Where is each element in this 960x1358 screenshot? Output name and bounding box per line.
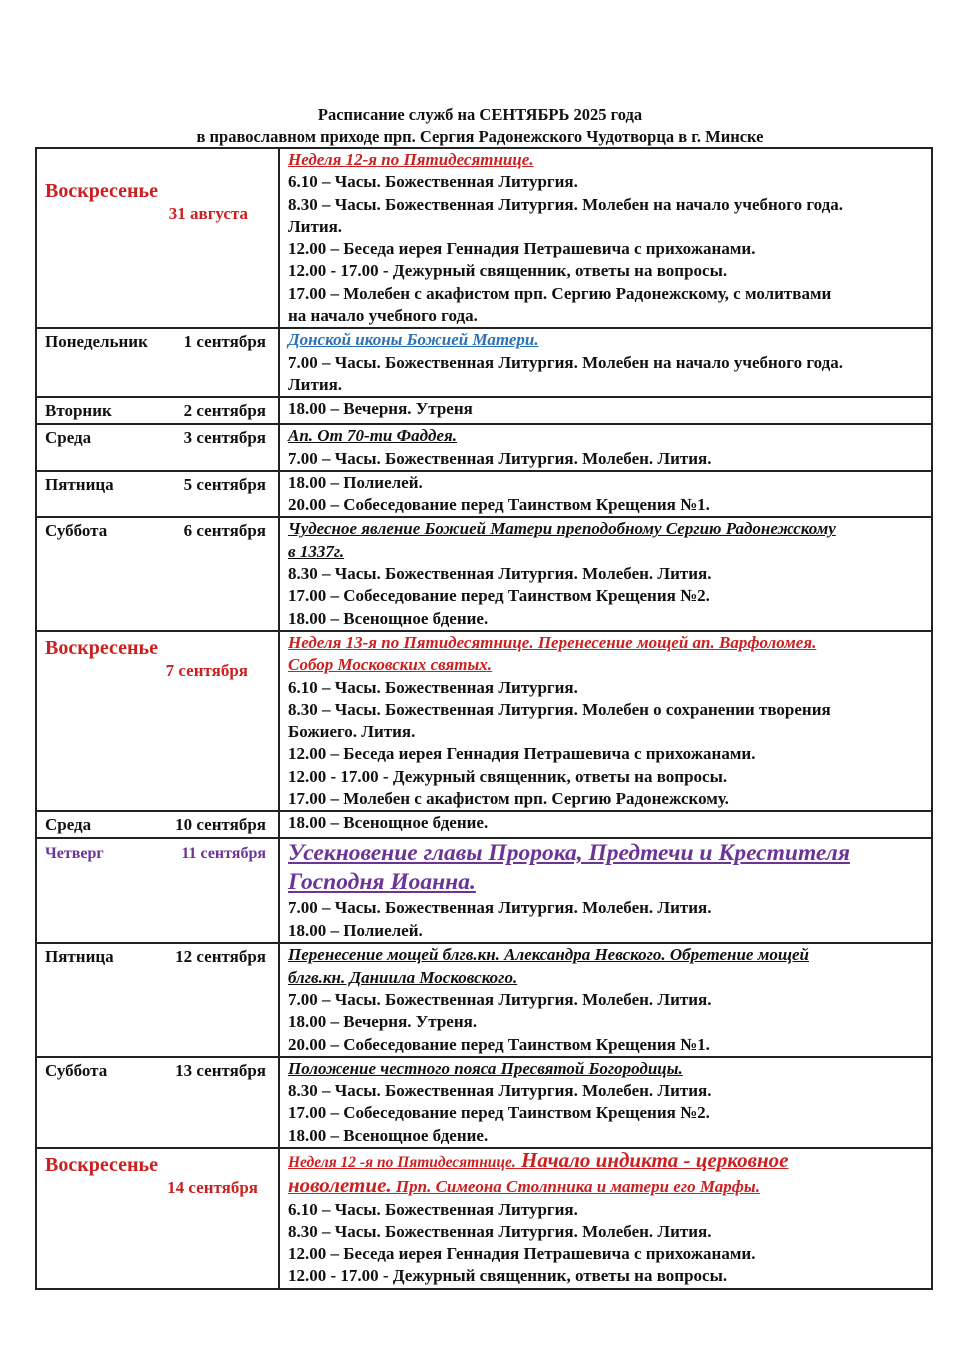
service-line: на начало учебного года. (288, 306, 478, 326)
day-name: Вторник (45, 401, 112, 421)
service-line: 17.00 – Молебен с акафистом прп. Сергию Радонежскому. (288, 789, 729, 809)
feast-title: Ап. От 70-ти Фаддея. (288, 426, 458, 446)
feast-title: Усекновение главы Пророка, Предтечи и Крестителя (288, 840, 850, 867)
service-line: 20.00 – Собеседование перед Таинством Крещения №1. (288, 495, 710, 515)
day-cell (36, 631, 279, 811)
feast-title-part: новолетие. (288, 1173, 392, 1198)
service-line: 8.30 – Часы. Божественная Литургия. Молебен. Лития. (288, 1221, 712, 1241)
table-row (36, 517, 932, 630)
feast-title: Неделя 12-я по Пятидесятнице. (288, 150, 534, 169)
feast-title: Положение честного пояса Пресвятой Богородицы. (288, 1058, 683, 1078)
service-line: 18.00 – Всенощное бдение. (288, 813, 489, 833)
day-cell (36, 838, 279, 943)
services-cell (279, 424, 932, 471)
feast-title: Собор Московских святых. (288, 655, 493, 675)
day-cell (36, 811, 279, 838)
service-line: 18.00 – Вечерня. Утреня (288, 399, 473, 419)
table-row (36, 1057, 932, 1148)
services-cell (279, 517, 932, 630)
service-line: 7.00 – Часы. Божественная Литургия. Молебен. Лития. (288, 989, 712, 1009)
day-cell (36, 943, 279, 1056)
table-row (36, 328, 932, 397)
day-cell (36, 397, 279, 424)
service-line: 17.00 – Собеседование перед Таинством Крещения №2. (288, 1103, 710, 1123)
table-row (36, 811, 932, 838)
service-line: 18.00 – Полиелей. (288, 920, 423, 940)
service-line: 20.00 – Собеседование перед Таинством Крещения №1. (288, 1034, 710, 1054)
day-name: Воскресенье (45, 1153, 158, 1176)
day-cell (36, 471, 279, 518)
day-cell (36, 1148, 279, 1289)
day-date: 11 сентября (181, 845, 266, 863)
feast-title-part: Начало индикта - церковное (515, 1147, 789, 1172)
feast-title-part: Неделя 12 -я по Пятидесятнице. (288, 1153, 516, 1171)
day-name: Среда (45, 428, 92, 448)
service-line: 12.00 - 17.00 - Дежурный священник, ответы на вопросы. (288, 766, 728, 786)
feast-title: Неделя 13-я по Пятидесятнице. Перенесение мощей ап. Варфоломея. (288, 632, 817, 652)
service-line: 8.30 – Часы. Божественная Литургия. Молебен. Лития. (288, 564, 712, 584)
service-line: 18.00 – Всенощное бдение. (288, 1125, 489, 1145)
services-cell (279, 148, 932, 328)
service-line: 6.10 – Часы. Божественная Литургия. (288, 172, 578, 192)
feast-title-part: Прп. Симеона Столпника и матери его Марфы. (391, 1177, 760, 1197)
service-line: 12.00 – Беседа иерея Геннадия Петрашевича с прихожанами. (288, 744, 756, 764)
day-name: Четверг (45, 845, 104, 863)
service-line: 12.00 – Беседа иерея Геннадия Петрашевича с прихожанами. (288, 239, 756, 259)
service-line: 17.00 – Собеседование перед Таинством Крещения №2. (288, 586, 710, 606)
table-row (36, 424, 932, 471)
services-cell (279, 631, 932, 811)
day-name: Суббота (45, 521, 108, 541)
day-name: Суббота (45, 1060, 108, 1080)
table-row (36, 631, 932, 811)
feast-title (288, 1174, 927, 1198)
services-cell (279, 471, 932, 518)
service-line: 6.10 – Часы. Божественная Литургия. (288, 677, 578, 697)
services-cell (279, 838, 932, 943)
service-line: 12.00 - 17.00 - Дежурный священник, ответы на вопросы. (288, 261, 728, 281)
day-date: 10 сентября (175, 815, 266, 835)
service-line: 8.30 – Часы. Божественная Литургия. Молебен. Лития. (288, 1081, 712, 1101)
service-line: 7.00 – Часы. Божественная Литургия. Молебен. Лития. (288, 898, 712, 918)
service-line: 12.00 – Беседа иерея Геннадия Петрашевича с прихожанами. (288, 1244, 756, 1264)
service-line: Лития. (288, 374, 343, 394)
day-date: 13 сентября (175, 1060, 266, 1080)
service-line: 18.00 – Полиелей. (288, 472, 423, 492)
day-date: 2 сентября (183, 401, 266, 421)
day-name: Пятница (45, 474, 114, 494)
page-title: Расписание служб на СЕНТЯБРЬ 2025 года (317, 105, 643, 124)
services-cell (279, 328, 932, 397)
table-row (36, 943, 932, 1056)
day-name: Воскресенье (45, 180, 158, 202)
service-line: 17.00 – Молебен с акафистом прп. Сергию Радонежскому, с молитвами (288, 283, 832, 303)
day-cell (36, 148, 279, 328)
service-line: Лития. (288, 216, 343, 236)
day-name: Среда (45, 815, 92, 835)
feast-title: Господня Иоанна. (288, 869, 476, 896)
table-row (36, 397, 932, 424)
service-line: 8.30 – Часы. Божественная Литургия. Молебен на начало учебного года. (288, 194, 843, 214)
feast-title: Донской иконы Божией Матери. (288, 330, 539, 350)
feast-title: Перенесение мощей блгв.кн. Александра Невского. Обретение мощей (288, 945, 809, 965)
services-cell (279, 397, 932, 424)
day-cell (36, 328, 279, 397)
day-date: 1 сентября (183, 332, 266, 352)
day-cell (36, 517, 279, 630)
table-row (36, 148, 932, 328)
day-cell (36, 424, 279, 471)
service-line: Божиего. Лития. (288, 722, 416, 742)
service-line: 12.00 - 17.00 - Дежурный священник, ответы на вопросы. (288, 1266, 728, 1286)
services-cell (279, 1148, 932, 1289)
day-date: 12 сентября (175, 947, 266, 967)
feast-title: Чудесное явление Божией Матери преподобному Сергию Радонежскому (288, 519, 836, 539)
service-line: 7.00 – Часы. Божественная Литургия. Молебен на начало учебного года. (288, 352, 843, 372)
service-line: 7.00 – Часы. Божественная Литургия. Молебен. Лития. (288, 448, 712, 468)
service-line: 8.30 – Часы. Божественная Литургия. Молебен о сохранении творения (288, 699, 831, 719)
feast-title (288, 1149, 927, 1174)
day-name: Пятница (45, 947, 114, 967)
services-cell (279, 811, 932, 838)
day-cell (36, 1057, 279, 1148)
table-row (36, 471, 932, 518)
page-subtitle: в православном приходе прп. Сергия Радонежского Чудотворца в г. Минске (196, 127, 764, 146)
day-name: Понедельник (45, 332, 148, 352)
day-date: 7 сентября (165, 660, 248, 680)
day-name: Воскресенье (45, 636, 158, 659)
feast-title: блгв.кн. Даниила Московского. (288, 967, 518, 987)
day-date: 5 сентября (183, 474, 266, 494)
schedule-table (35, 147, 933, 1290)
services-cell (279, 1057, 932, 1148)
table-row (36, 1148, 932, 1289)
service-line: 18.00 – Вечерня. Утреня. (288, 1012, 478, 1032)
table-row (36, 838, 932, 943)
day-date: 6 сентября (183, 521, 266, 541)
services-cell (279, 943, 932, 1056)
service-line: 18.00 – Всенощное бдение. (288, 608, 489, 628)
feast-title: в 1337г. (288, 541, 345, 561)
service-line: 6.10 – Часы. Божественная Литургия. (288, 1199, 578, 1219)
day-date: 14 сентября (167, 1177, 258, 1197)
day-date: 31 августа (168, 204, 248, 223)
day-date: 3 сентября (183, 428, 266, 448)
